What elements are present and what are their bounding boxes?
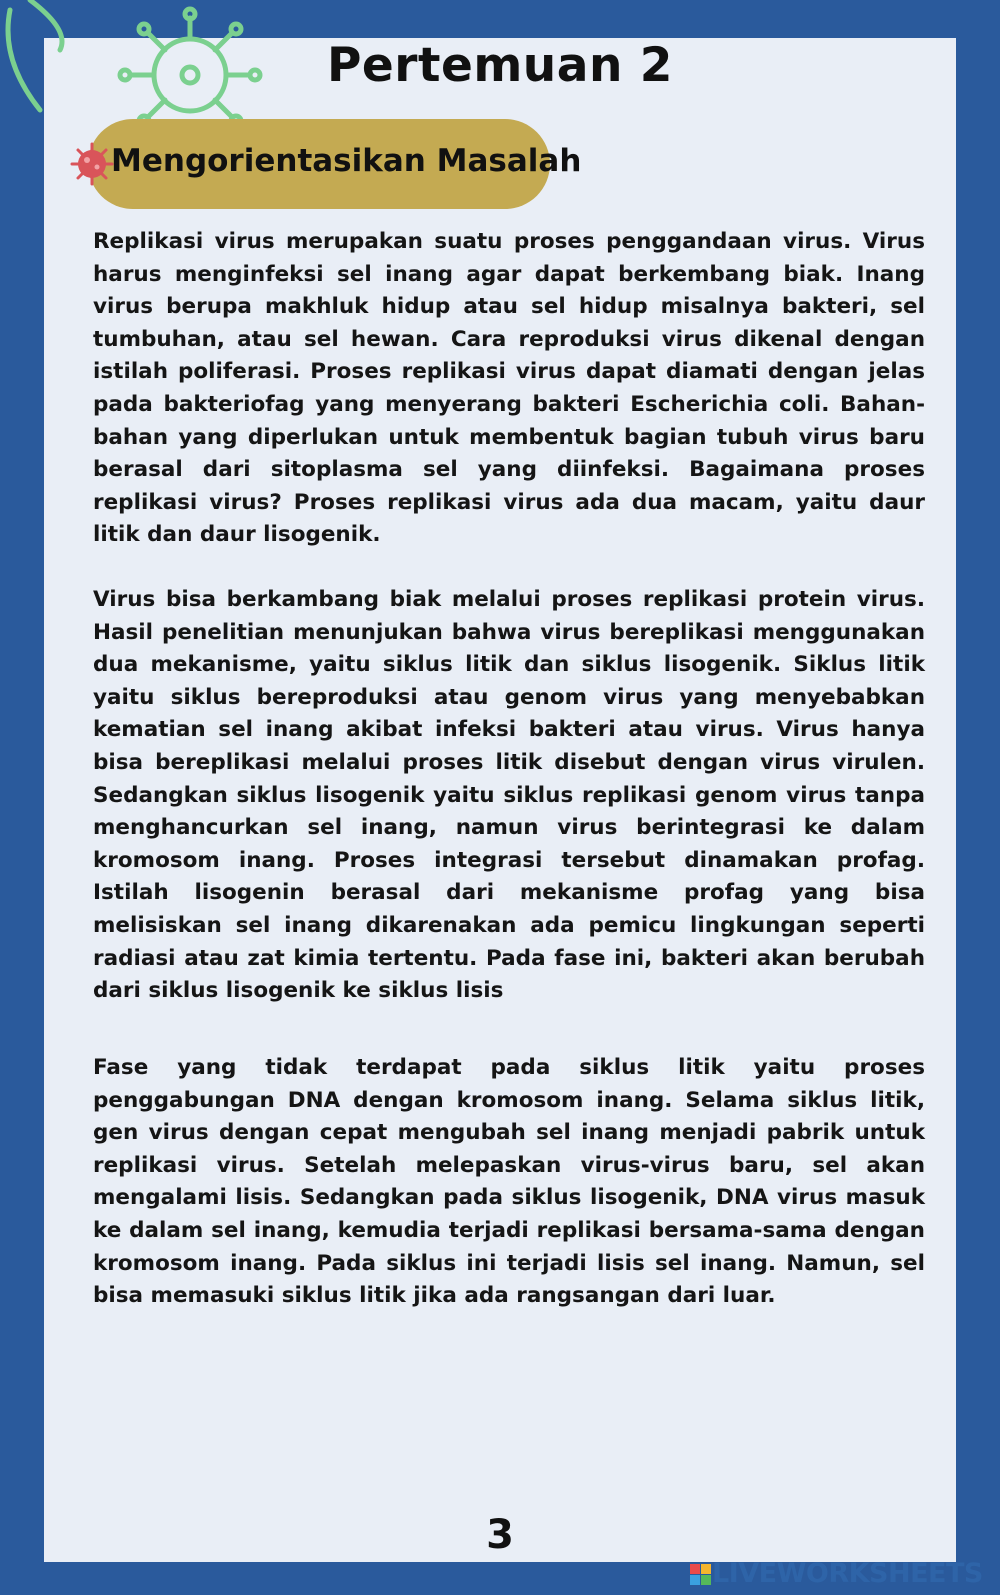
liveworksheets-logo-icon [690, 1564, 712, 1586]
paragraph-1: Replikasi virus merupakan suatu proses penggandaan virus. Virus harus menginfeksi sel inang agar dapat berkembang biak. Inang virus berupa makhluk hidup atau sel hidup misalnya bakteri, sel tumbuhan, atau sel hewan. Cara reproduksi virus dikenal dengan istilah poliferasi. Proses replikasi virus dapat diamati dengan jelas pada bakteriofag yang menyerang bakteri Escherichia coli. Bahan-bahan yang diperlukan untuk membentuk bagian tubuh virus baru berasal dari sitoplasma sel yang diinfeksi. Bagaimana proses replikasi virus? Proses replikasi virus ada dua macam, yaitu daur litik dan daur lisogenik. [93, 229, 925, 548]
liveworksheets-watermark [690, 1558, 995, 1590]
page-number: 3 [486, 1512, 514, 1558]
page-title: Pertemuan 2 [326, 38, 674, 93]
paragraph-2: Virus bisa berkambang biak melalui proses replikasi protein virus. Hasil penelitian menunjukan bahwa virus bereplikasi menggunakan dua mekanisme, yaitu siklus litik dan siklus lisogenik. Siklus litik yaitu siklus bereproduksi atau genom virus yang menyebabkan kematian sel inang akibat infeksi bakteri atau virus. Virus hanya bisa bereplikasi melalui proses litik disebut dengan virus virulen. Sedangkan siklus lisogenik yaitu siklus replikasi genom virus tanpa menghancurkan sel inang, namun virus berintegrasi ke dalam kromosom inang. Proses integrasi tersebut dinamakan profag. Istilah lisogenin berasal dari mekanisme profag yang bisa melisiskan sel inang dikarenakan ada pemicu lingkungan seperti radiasi atau zat kimia tertentu. Pada fase ini, bakteri akan berubah dari siklus lisogenik ke siklus lisis [93, 587, 925, 1004]
section-heading: Mengorientasikan Masalah [111, 143, 582, 179]
paragraph-3: Fase yang tidak terdapat pada siklus litik yaitu proses penggabungan DNA dengan kromosom inang. Selama siklus litik, gen virus dengan cepat mengubah sel inang menjadi pabrik untuk replikasi virus. Setelah melepaskan virus-virus baru, sel akan mengalami lisis. Sedangkan pada siklus lisogenik, DNA virus masuk ke dalam sel inang, kemudia terjadi replikasi bersama-sama dengan kromosom inang. Pada siklus ini terjadi lisis sel inang. Namun, sel bisa memasuki siklus litik jika ada rangsangan dari luar. [93, 1055, 925, 1309]
watermark-text: LIVEWORKSHEETS [712, 1558, 983, 1589]
virus-icon [70, 142, 114, 186]
